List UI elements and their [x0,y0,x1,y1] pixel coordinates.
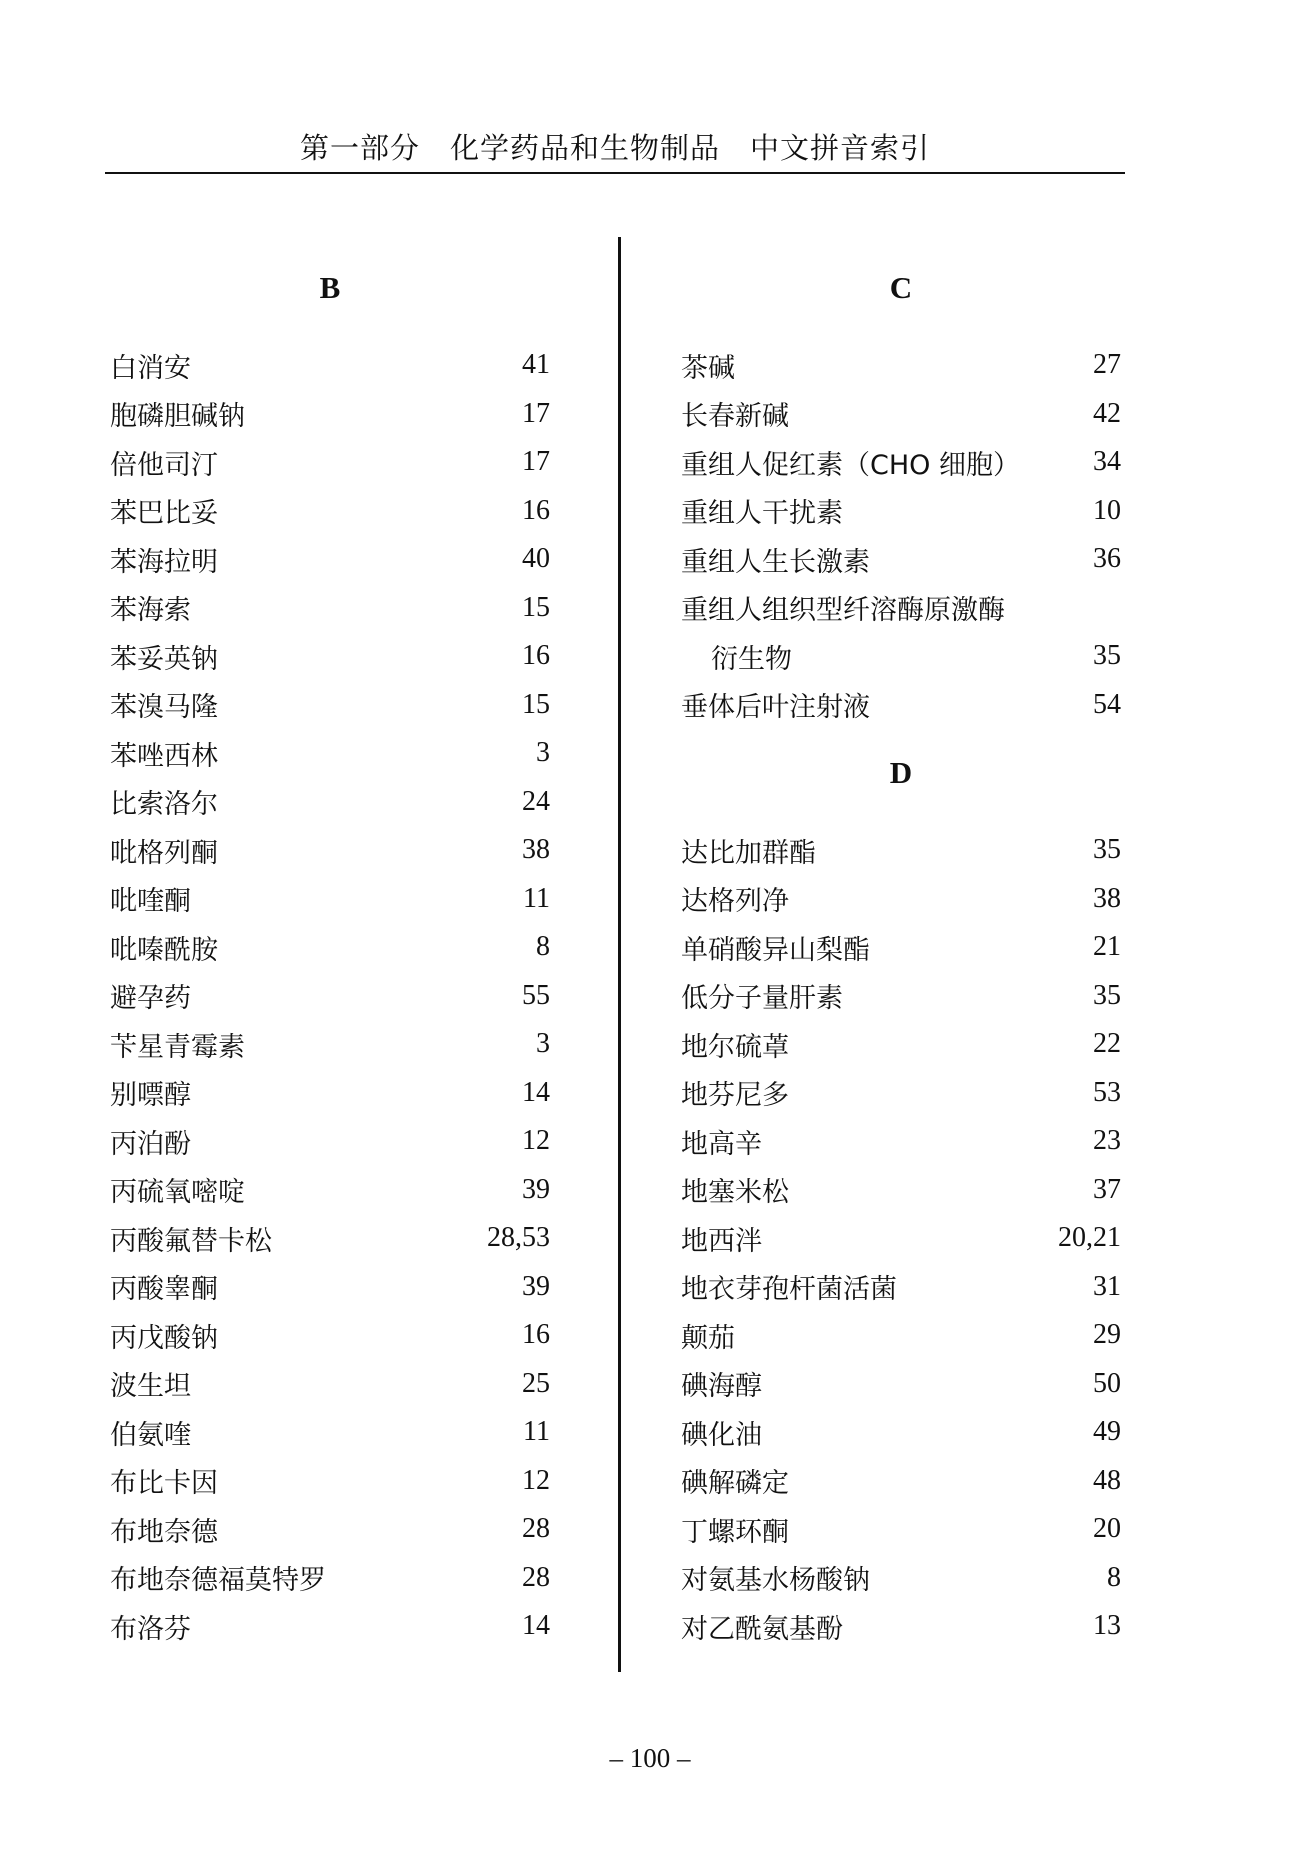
entry-page: 48 [1093,1464,1121,1496]
index-entry [110,535,550,584]
index-entry [681,1311,1121,1360]
entry-page: 55 [522,979,550,1011]
entry-term: 地西泮 [681,1225,762,1257]
index-entry [681,341,1121,390]
entry-term: 吡格列酮 [110,837,218,869]
entry-page: 15 [522,688,550,720]
entry-page: 28 [522,1561,550,1593]
index-entry [110,1020,550,1069]
index-entry [681,1602,1121,1651]
entry-page: 17 [522,397,550,429]
entry-term: 重组人生长激素 [681,546,870,578]
entry-page: 38 [522,834,550,866]
entry-term: 苯唑西林 [110,740,218,772]
index-entry [110,1166,550,1215]
entry-page: 36 [1093,543,1121,575]
entry-page: 28,53 [487,1222,550,1254]
entry-term: 达格列净 [681,886,789,918]
index-entry [110,778,550,827]
entry-page: 10 [1093,494,1121,526]
entry-term: 布地奈德福莫特罗 [110,1565,326,1597]
entry-term: 单硝酸异山梨酯 [681,934,870,966]
entry-term: 长春新碱 [681,401,789,433]
index-entry [681,584,1121,633]
entry-term: 布比卡因 [110,1468,218,1500]
entry-page: 38 [1093,882,1121,914]
entry-term: 茶碱 [681,352,735,384]
entry-term: 重组人组织型纤溶酶原激酶 [681,595,1005,627]
index-entry [110,826,550,875]
index-entry [681,535,1121,584]
index-list-d [681,826,1121,1651]
entry-page: 28 [522,1513,550,1545]
running-header: 第一部分 化学药品和生物制品 中文拼音索引 [299,131,930,165]
entry-page: 3 [536,1028,550,1060]
index-list-b [110,341,550,1651]
index-column-right [681,264,1121,1651]
entry-term: 苄星青霉素 [110,1031,245,1063]
index-entry [681,1554,1121,1603]
entry-term: 颠茄 [681,1322,735,1354]
entry-term: 衍生物 [711,643,792,675]
entry-term: 吡嗪酰胺 [110,934,218,966]
entry-page: 14 [522,1076,550,1108]
entry-page: 35 [1093,834,1121,866]
index-entry [110,729,550,778]
entry-term: 苯巴比妥 [110,498,218,530]
index-entry [681,923,1121,972]
index-entry [681,1166,1121,1215]
index-entry [110,1069,550,1118]
index-entry [110,487,550,536]
entry-page: 24 [522,785,550,817]
entry-page: 16 [522,494,550,526]
entry-term: 苯妥英钠 [110,643,218,675]
entry-term: 达比加群酯 [681,837,816,869]
entry-term: 白消安 [110,352,191,384]
index-entry [110,1117,550,1166]
index-entry [110,1554,550,1603]
entry-page: 21 [1093,931,1121,963]
entry-term: 对氨基水杨酸钠 [681,1565,870,1597]
index-entry [681,632,1121,681]
entry-term: 苯海索 [110,595,191,627]
index-entry [681,1117,1121,1166]
section-letter-b: B [319,270,341,305]
entry-term: 胞磷胆碱钠 [110,401,245,433]
entry-term: 丁螺环酮 [681,1516,789,1548]
index-entry [681,438,1121,487]
index-entry [110,1408,550,1457]
index-entry [681,681,1121,730]
index-entry [681,875,1121,924]
section-letter-d: D [889,755,913,790]
entry-term: 碘化油 [681,1419,762,1451]
entry-term: 重组人干扰素 [681,498,843,530]
index-entry [681,1069,1121,1118]
entry-term: 别嘌醇 [110,1080,191,1112]
index-entry [110,1602,550,1651]
entry-page: 29 [1093,1319,1121,1351]
entry-page: 13 [1093,1610,1121,1642]
column-divider [618,237,621,1672]
entry-term: 比索洛尔 [110,789,218,821]
index-entry [681,487,1121,536]
entry-term: 低分子量肝素 [681,983,843,1015]
entry-term: 地衣芽孢杆菌活菌 [681,1274,897,1306]
index-entry [110,681,550,730]
entry-term: 丙酸氟替卡松 [110,1225,272,1257]
entry-page: 22 [1093,1028,1121,1060]
entry-term: 地芬尼多 [681,1080,789,1112]
entry-page: 8 [1107,1561,1121,1593]
page-number: – 100 – [609,1743,691,1773]
index-entry [681,1408,1121,1457]
entry-page: 16 [522,1319,550,1351]
index-entry [681,390,1121,439]
entry-term: 苯溴马隆 [110,692,218,724]
entry-page: 49 [1093,1416,1121,1448]
entry-page: 35 [1093,979,1121,1011]
index-entry [681,1360,1121,1409]
index-entry [110,1311,550,1360]
entry-term: 地塞米松 [681,1177,789,1209]
header-rule [105,172,1125,174]
index-entry [681,1020,1121,1069]
index-entry [110,875,550,924]
entry-page: 39 [522,1173,550,1205]
entry-term: 伯氨喹 [110,1419,191,1451]
index-entry [110,341,550,390]
index-entry [110,632,550,681]
entry-page: 11 [523,882,550,914]
index-entry [110,438,550,487]
entry-page: 15 [522,591,550,623]
entry-page: 17 [522,446,550,478]
entry-term: 重组人促红素（CHO 细胞） [681,449,1020,481]
entry-term: 碘海醇 [681,1371,762,1403]
index-entry [110,584,550,633]
index-column-left [110,264,550,1651]
entry-term: 苯海拉明 [110,546,218,578]
entry-term: 碘解磷定 [681,1468,789,1500]
entry-page: 16 [522,640,550,672]
entry-page: 23 [1093,1125,1121,1157]
entry-term: 垂体后叶注射液 [681,692,870,724]
index-entry [110,923,550,972]
entry-page: 53 [1093,1076,1121,1108]
entry-page: 41 [522,349,550,381]
entry-page: 14 [522,1610,550,1642]
entry-page: 39 [522,1270,550,1302]
entry-term: 丙酸睾酮 [110,1274,218,1306]
index-entry [110,1360,550,1409]
entry-page: 11 [523,1416,550,1448]
entry-term: 丙泊酚 [110,1128,191,1160]
entry-page: 34 [1093,446,1121,478]
index-entry [681,1263,1121,1312]
entry-page: 12 [522,1125,550,1157]
index-entry [110,1214,550,1263]
entry-page: 40 [522,543,550,575]
entry-term: 布地奈德 [110,1516,218,1548]
entry-page: 12 [522,1464,550,1496]
entry-page: 3 [536,737,550,769]
entry-term: 波生坦 [110,1371,191,1403]
entry-term: 倍他司汀 [110,449,218,481]
index-entry [110,390,550,439]
entry-page: 20,21 [1058,1222,1121,1254]
entry-page: 27 [1093,349,1121,381]
entry-term: 地高辛 [681,1128,762,1160]
entry-page: 42 [1093,397,1121,429]
index-entry [110,1457,550,1506]
entry-page: 31 [1093,1270,1121,1302]
entry-page: 20 [1093,1513,1121,1545]
entry-term: 布洛芬 [110,1613,191,1645]
section-letter-c: C [889,270,913,305]
entry-term: 丙硫氧嘧啶 [110,1177,245,1209]
entry-term: 避孕药 [110,983,191,1015]
entry-page: 54 [1093,688,1121,720]
entry-term: 对乙酰氨基酚 [681,1613,843,1645]
entry-page: 37 [1093,1173,1121,1205]
index-entry [681,826,1121,875]
entry-page: 25 [522,1367,550,1399]
index-entry [110,1263,550,1312]
index-entry [110,972,550,1021]
entry-term: 吡喹酮 [110,886,191,918]
index-entry [681,1505,1121,1554]
index-entry [681,1214,1121,1263]
index-list-c [681,341,1121,729]
entry-page: 50 [1093,1367,1121,1399]
index-entry [681,972,1121,1021]
index-entry [681,1457,1121,1506]
entry-term: 丙戊酸钠 [110,1322,218,1354]
index-entry [110,1505,550,1554]
entry-page: 35 [1093,640,1121,672]
entry-page: 8 [536,931,550,963]
entry-term: 地尔硫䓬 [681,1031,789,1063]
